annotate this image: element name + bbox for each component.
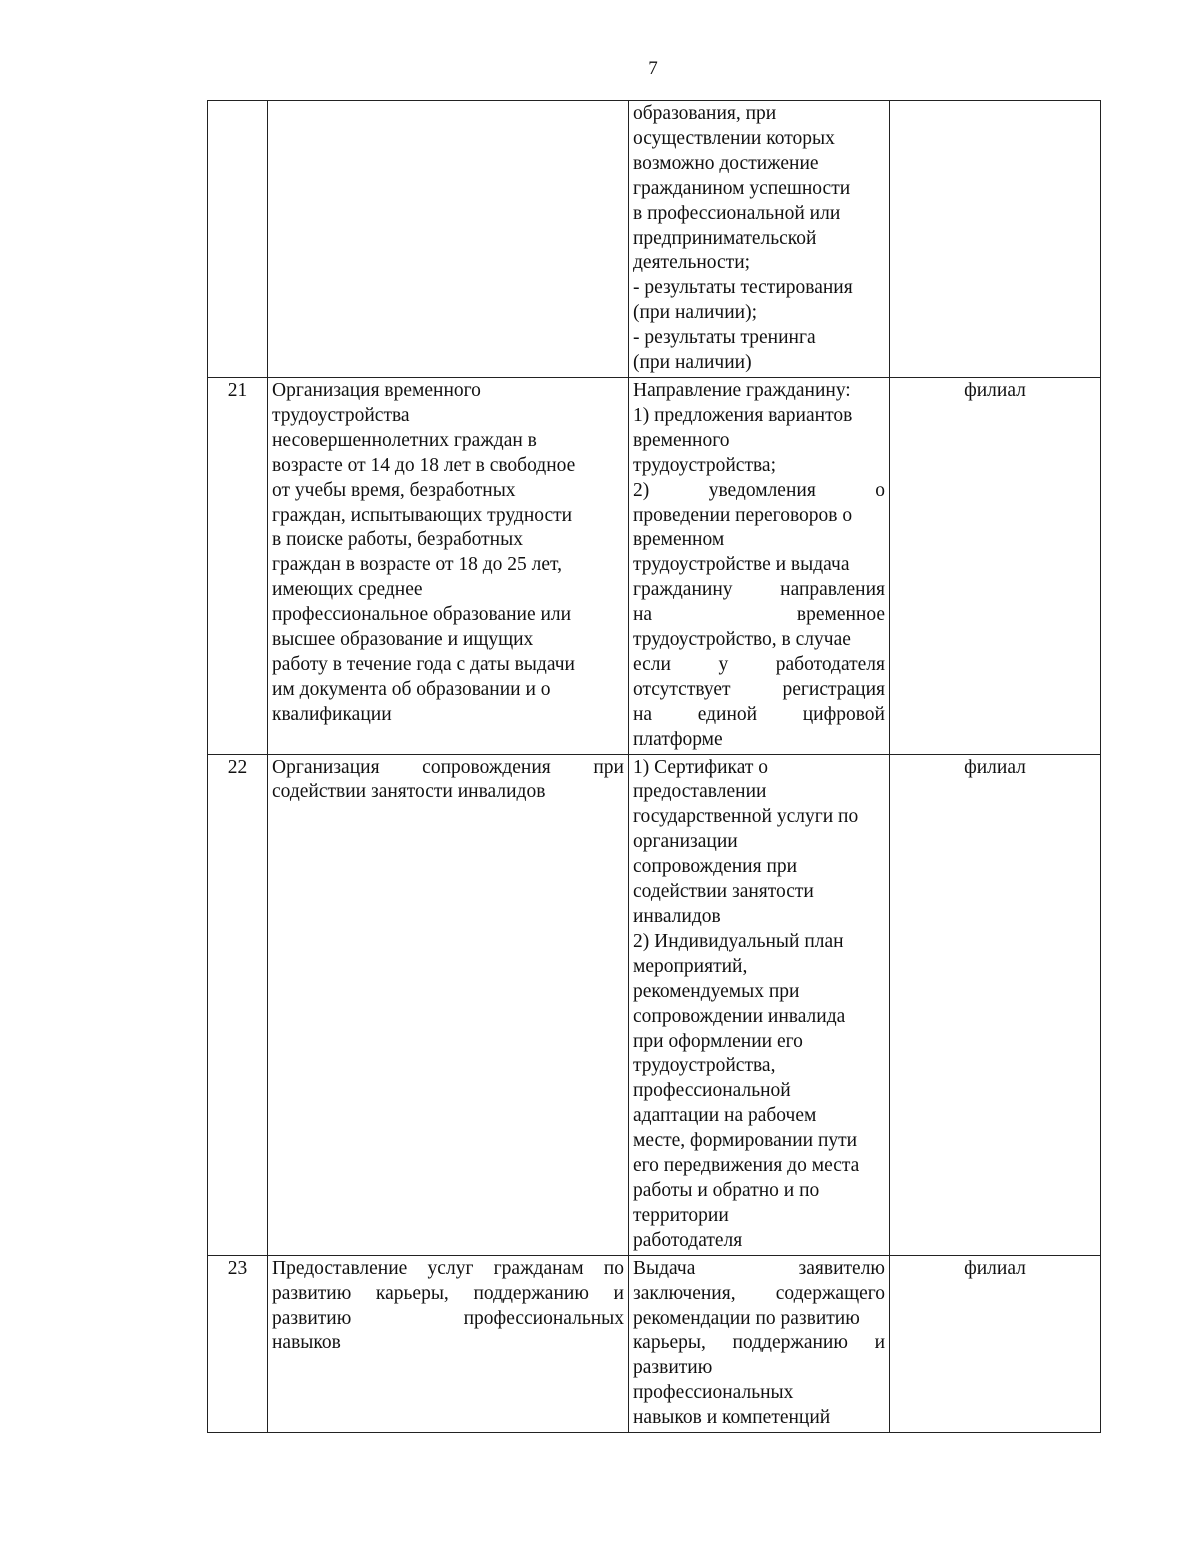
text-line: развитию xyxy=(633,1357,713,1379)
text-line: инвалидов xyxy=(633,906,721,927)
text-line: на единой цифровой xyxy=(633,703,885,725)
text-line: предоставлении xyxy=(633,781,767,803)
text-line: работу в течение года с даты выдачи xyxy=(272,653,575,675)
text-line: Предоставление услуг гражданам по xyxy=(272,1257,624,1279)
text-line: Выдача заявителю xyxy=(633,1257,885,1279)
text-line: возрасте от 14 до 18 лет в свободное xyxy=(272,454,576,476)
service-name-cell xyxy=(268,101,629,378)
service-name-cell xyxy=(268,1255,629,1432)
text-line: - результаты тестирования xyxy=(633,277,853,299)
service-result-cell xyxy=(629,1255,890,1432)
text-line: Организация сопровождения при xyxy=(272,756,624,778)
text-line: работодателя xyxy=(633,1229,743,1251)
text-line: гражданину направления xyxy=(633,579,885,601)
text-line: адаптации на рабочем xyxy=(633,1105,817,1127)
row-number-cell xyxy=(208,101,268,378)
text-line: заключения, содержащего xyxy=(633,1282,885,1304)
text-line: 1) Сертификат о xyxy=(633,756,769,778)
text-line: - результаты тренинга xyxy=(633,327,816,349)
table-body xyxy=(208,101,1101,1433)
text-line: профессиональной xyxy=(633,1080,791,1102)
text-line: организации xyxy=(633,831,738,853)
text-line: 2) Индивидуальный план xyxy=(633,930,844,952)
executor-cell: филиал xyxy=(890,377,1101,754)
text-line: образования, при xyxy=(633,103,777,124)
text-line: осуществлении которых xyxy=(633,127,835,149)
text-line: если у работодателя xyxy=(633,653,885,675)
table-row xyxy=(208,1255,1101,1432)
table-row xyxy=(208,754,1101,1255)
table-row xyxy=(208,377,1101,754)
text-line: граждан, испытывающих трудности xyxy=(272,504,573,526)
text-line: профессиональное образование или xyxy=(272,604,572,626)
text-line: работы и обратно и по xyxy=(633,1179,820,1201)
text-line: содействии занятости xyxy=(633,881,814,903)
text-line: развитию карьеры, поддержанию и xyxy=(272,1282,624,1304)
text-line: временном xyxy=(633,529,725,551)
text-line: рекомендуемых при xyxy=(633,980,800,1002)
text-line: имеющих среднее xyxy=(272,579,423,601)
text-line: трудоустройство, в случае xyxy=(633,629,851,651)
row-number-cell: 21 xyxy=(208,377,268,754)
text-line: от учебы время, безработных xyxy=(272,479,516,501)
text-line: мероприятий, xyxy=(633,955,748,977)
executor-cell: филиал xyxy=(890,1255,1101,1432)
services-table xyxy=(207,100,1101,1433)
text-line: 2) уведомления о xyxy=(633,479,885,501)
text-line: месте, формировании пути xyxy=(633,1130,858,1152)
text-line: содействии занятости инвалидов xyxy=(272,781,546,803)
row-number-cell: 22 xyxy=(208,754,268,1255)
text-line: возможно достижение xyxy=(633,152,819,174)
text-line: деятельности; xyxy=(633,252,751,274)
text-line: квалификации xyxy=(272,703,392,725)
text-line: платформе xyxy=(633,728,723,750)
text-line: сопровождения при xyxy=(633,856,798,878)
service-result-cell xyxy=(629,754,890,1255)
service-result-cell xyxy=(629,101,890,378)
text-line: навыков xyxy=(272,1332,341,1354)
text-line: Направление гражданину: xyxy=(633,379,851,401)
text-line: в поиске работы, безработных xyxy=(272,529,523,551)
text-line: Организация временного xyxy=(272,379,481,401)
text-line: в профессиональной или xyxy=(633,202,841,224)
executor-cell xyxy=(890,101,1101,378)
service-name-cell xyxy=(268,754,629,1255)
text-line: 1) предложения вариантов xyxy=(633,404,853,426)
service-name-cell xyxy=(268,377,629,754)
text-line: профессиональных xyxy=(633,1382,794,1404)
text-line: (при наличии); xyxy=(633,302,758,324)
table-row xyxy=(208,101,1101,378)
text-line: временного xyxy=(633,429,730,451)
text-line: проведении переговоров о xyxy=(633,504,853,526)
text-line: его передвижения до места xyxy=(633,1155,860,1177)
text-line: отсутствует регистрация xyxy=(633,678,885,700)
page-number: 7 xyxy=(648,58,658,79)
text-line: трудоустройстве и выдача xyxy=(633,554,850,576)
text-line: сопровождении инвалида xyxy=(633,1005,846,1027)
text-line: карьеры, поддержанию и xyxy=(633,1332,885,1354)
text-line: на временное xyxy=(633,604,885,626)
text-line: предпринимательской xyxy=(633,227,817,249)
text-line: трудоустройства; xyxy=(633,454,777,476)
text-line: (при наличии) xyxy=(633,352,752,374)
text-line: развитию профессиональных xyxy=(272,1307,624,1329)
text-line: территории xyxy=(633,1204,729,1226)
text-line: трудоустройства, xyxy=(633,1055,776,1077)
text-line: им документа об образовании и о xyxy=(272,678,551,700)
text-line: государственной услуги по xyxy=(633,806,859,828)
service-result-cell xyxy=(629,377,890,754)
text-line: гражданином успешности xyxy=(633,177,851,199)
text-line: несовершеннолетних граждан в xyxy=(272,429,537,451)
text-line: при оформлении его xyxy=(633,1030,803,1052)
row-number-cell: 23 xyxy=(208,1255,268,1432)
text-line: навыков и компетенций xyxy=(633,1407,831,1429)
text-line: рекомендации по развитию xyxy=(633,1307,860,1329)
text-line: граждан в возрасте от 18 до 25 лет, xyxy=(272,554,562,576)
executor-cell: филиал xyxy=(890,754,1101,1255)
text-line: трудоустройства xyxy=(272,404,410,426)
text-line: высшее образование и ищущих xyxy=(272,629,534,651)
